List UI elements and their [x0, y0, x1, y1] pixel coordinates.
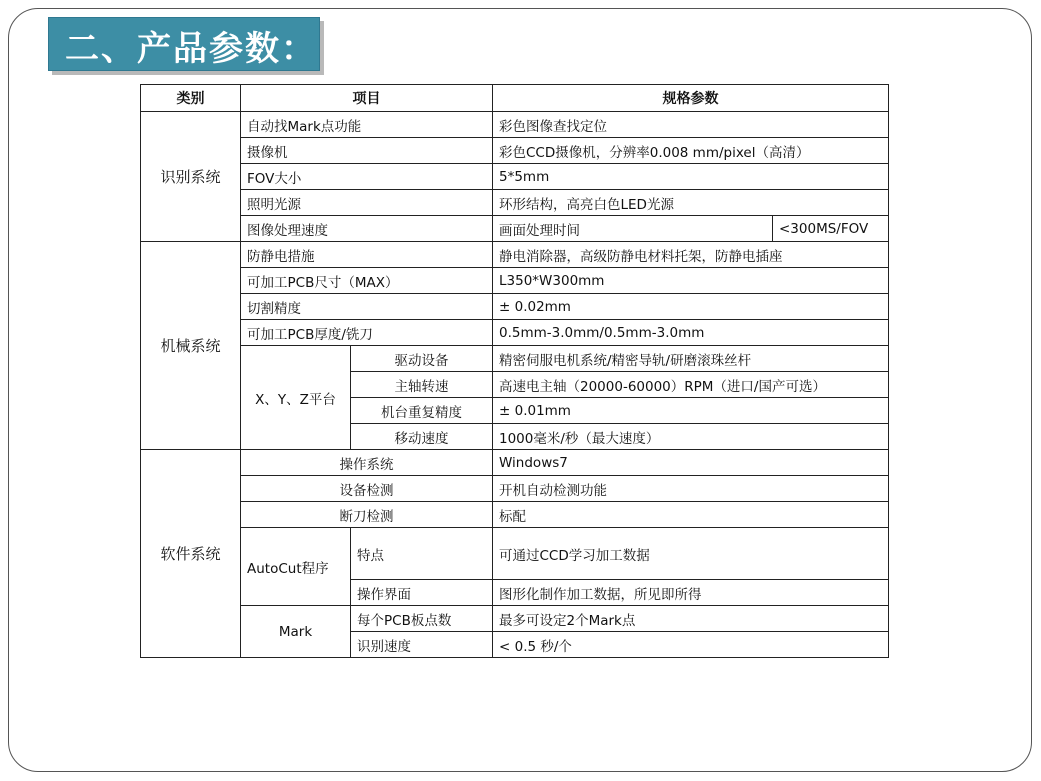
spec-cell: 5*5mm — [493, 164, 889, 190]
spec-cell: ± 0.02mm — [493, 294, 889, 320]
item-cell: 图像处理速度 — [241, 216, 493, 242]
item-cell: 自动找Mark点功能 — [241, 112, 493, 138]
item-cell: 防静电措施 — [241, 242, 493, 268]
item-cell: 可加工PCB厚度/铣刀 — [241, 320, 493, 346]
sub-item-cell: 驱动设备 — [351, 346, 493, 372]
sub-item-cell: 每个PCB板点数 — [351, 606, 493, 632]
spec-cell: 开机自动检测功能 — [493, 476, 889, 502]
spec-cell: 标配 — [493, 502, 889, 528]
table-row — [141, 268, 889, 294]
category-recognition: 识别系统 — [141, 112, 241, 242]
spec-cell: 图形化制作加工数据，所见即所得 — [493, 580, 889, 606]
spec-table — [140, 84, 889, 658]
category-software: 软件系统 — [141, 450, 241, 658]
spec-cell: 0.5mm-3.0mm/0.5mm-3.0mm — [493, 320, 889, 346]
table-row — [141, 294, 889, 320]
spec-cell: < 0.5 秒/个 — [493, 632, 889, 658]
spec-cell: ± 0.01mm — [493, 398, 889, 424]
sub-item-cell: 特点 — [351, 528, 493, 580]
page-title: 二、产品参数： — [65, 29, 317, 69]
table-row — [141, 242, 889, 268]
sub-item-cell: 操作界面 — [351, 580, 493, 606]
table-row — [141, 112, 889, 138]
spec-cell: 环形结构，高亮白色LED光源 — [493, 190, 889, 216]
spec-cell-extra: <300MS/FOV — [773, 216, 889, 242]
spec-cell: 精密伺服电机系统/精密导轨/研磨滚珠丝杆 — [493, 346, 889, 372]
item-cell: 切割精度 — [241, 294, 493, 320]
category-mechanical: 机械系统 — [141, 242, 241, 450]
spec-cell: 画面处理时间 — [493, 216, 773, 242]
table-header-row — [141, 85, 889, 112]
spec-cell: L350*W300mm — [493, 268, 889, 294]
table-row — [141, 502, 889, 528]
table-row — [141, 216, 889, 242]
item-cell: 可加工PCB尺寸（MAX） — [241, 268, 493, 294]
sub-item-cell: 移动速度 — [351, 424, 493, 450]
spec-cell: 1000毫米/秒（最大速度） — [493, 424, 889, 450]
autocut-group: AutoCut程序 — [241, 528, 351, 606]
item-cell: 操作系统 — [241, 450, 493, 476]
header-item: 项目 — [241, 85, 493, 112]
item-cell: 摄像机 — [241, 138, 493, 164]
table-row — [141, 320, 889, 346]
spec-cell: Windows7 — [493, 450, 889, 476]
table-row — [141, 450, 889, 476]
title-banner — [48, 17, 320, 71]
spec-cell: 彩色CCD摄像机，分辨率0.008 mm/pixel（高清） — [493, 138, 889, 164]
spec-cell: 彩色图像查找定位 — [493, 112, 889, 138]
spec-cell: 静电消除器，高级防静电材料托架，防静电插座 — [493, 242, 889, 268]
spec-cell: 最多可设定2个Mark点 — [493, 606, 889, 632]
table-row — [141, 476, 889, 502]
item-cell: 断刀检测 — [241, 502, 493, 528]
item-cell: 照明光源 — [241, 190, 493, 216]
table-row — [141, 190, 889, 216]
table-row — [141, 138, 889, 164]
item-cell: FOV大小 — [241, 164, 493, 190]
header-category: 类别 — [141, 85, 241, 112]
header-spec: 规格参数 — [493, 85, 889, 112]
sub-item-cell: 识别速度 — [351, 632, 493, 658]
spec-cell: 高速电主轴（20000-60000）RPM（进口/国产可选） — [493, 372, 889, 398]
mark-group: Mark — [241, 606, 351, 658]
sub-item-cell: 主轴转速 — [351, 372, 493, 398]
platform-group: X、Y、Z平台 — [241, 346, 351, 450]
table-row — [141, 528, 889, 580]
table-row — [141, 346, 889, 372]
spec-cell: 可通过CCD学习加工数据 — [493, 528, 889, 580]
item-cell: 设备检测 — [241, 476, 493, 502]
sub-item-cell: 机台重复精度 — [351, 398, 493, 424]
table-row — [141, 606, 889, 632]
table-row — [141, 164, 889, 190]
